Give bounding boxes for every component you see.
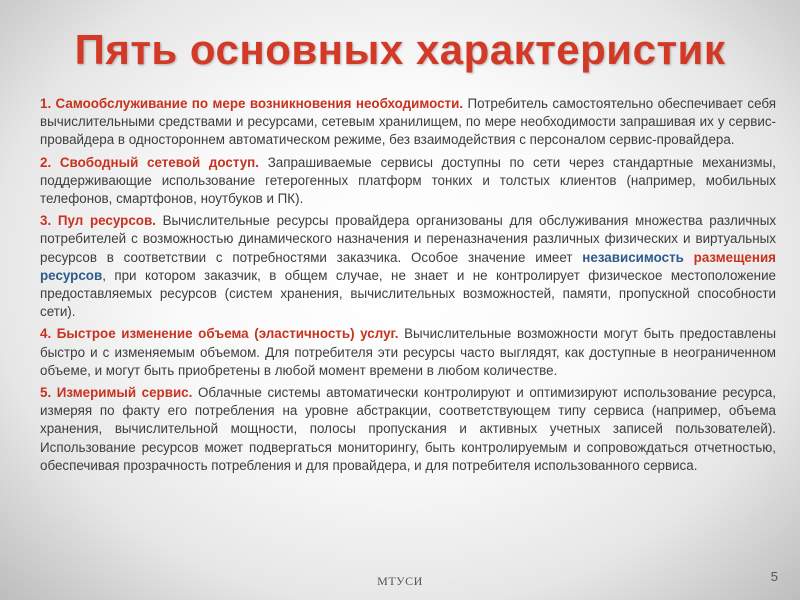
item-3-highlight-placement: размещения	[693, 249, 776, 265]
slide-body	[40, 95, 776, 479]
item-2-heading: 2. Свободный сетевой доступ.	[40, 154, 259, 170]
item-5-heading: 5. Измеримый сервис.	[40, 385, 193, 401]
slide-title: Пять основных характеристик	[74, 26, 726, 73]
item-1	[40, 95, 776, 150]
item-2-text: Запрашиваемые сервисы доступны по сети через стандартные механизмы, поддерживающие использование гетерогенных платформ тонких и толстых клиентов (например, мобильных телефонов, смартфонов, ноутбуков и ПК).	[40, 154, 776, 207]
item-4-text: Вычислительные возможности могут быть предоставлены быстро и с изменяемым объемом. Для потребителя эти ресурсы часто выглядят, как доступные в неограниченном объеме, и могут быть приобретены в любой момент времени в любом количестве.	[40, 326, 777, 378]
item-1-heading: 1. Самообслуживание по мере возникновения необходимости.	[40, 96, 464, 111]
item-3-highlight-independence: независимость	[582, 249, 684, 265]
item-3-heading: 3. Пул ресурсов.	[40, 213, 156, 229]
item-3-highlight-resources: ресурсов	[40, 267, 103, 283]
item-3	[40, 212, 776, 321]
item-2	[40, 154, 776, 209]
item-4	[40, 325, 776, 380]
item-4-heading: 4. Быстрое изменение объема (эластичность) услуг.	[40, 326, 399, 342]
footer-label: МТУСИ	[377, 574, 423, 588]
item-5	[40, 384, 776, 475]
item-1-text: Потребитель самостоятельно обеспечивает себя вычислительными средствами и ресурсами, сетевым хранилищем, по мере необходимости запрашивая их у сервис-провайдера в одностороннем автоматическом режиме, без взаимодействия с персоналом сервис-провайдера.	[40, 96, 776, 148]
item-5-text: Облачные системы автоматически контролируют и оптимизируют использование ресурса, измеряя по факту его потребления на уровне абстракции, соответствующем типу сервиса (например, объема хранения, вычислительной мощности, полосы пропускания и активных учетных записей пользователей). Использование ресурсов может подвергаться мониторингу, быть контролируемым и сопровождаться отчетностью, обеспечивая прозрачность потребления и для провайдера, и для потребителя использованного сервиса.	[40, 385, 776, 473]
item-3-text-after: , при котором заказчик, в общем случае, не знает и не контролирует физическое местоположение предоставляемых ресурсов (систем хранения, вычислительных возможностей, памяти, пропускной способности сети).	[40, 267, 776, 320]
page-number: 5	[770, 569, 778, 584]
item-3-text-before: Вычислительные ресурсы провайдера организованы для обслуживания множества различных потребителей с возможностью динамического назначения и переназначения различных физических и виртуальных ресурсов в соответствии с потребностями заказчика. Особое значение имеет	[40, 213, 777, 265]
